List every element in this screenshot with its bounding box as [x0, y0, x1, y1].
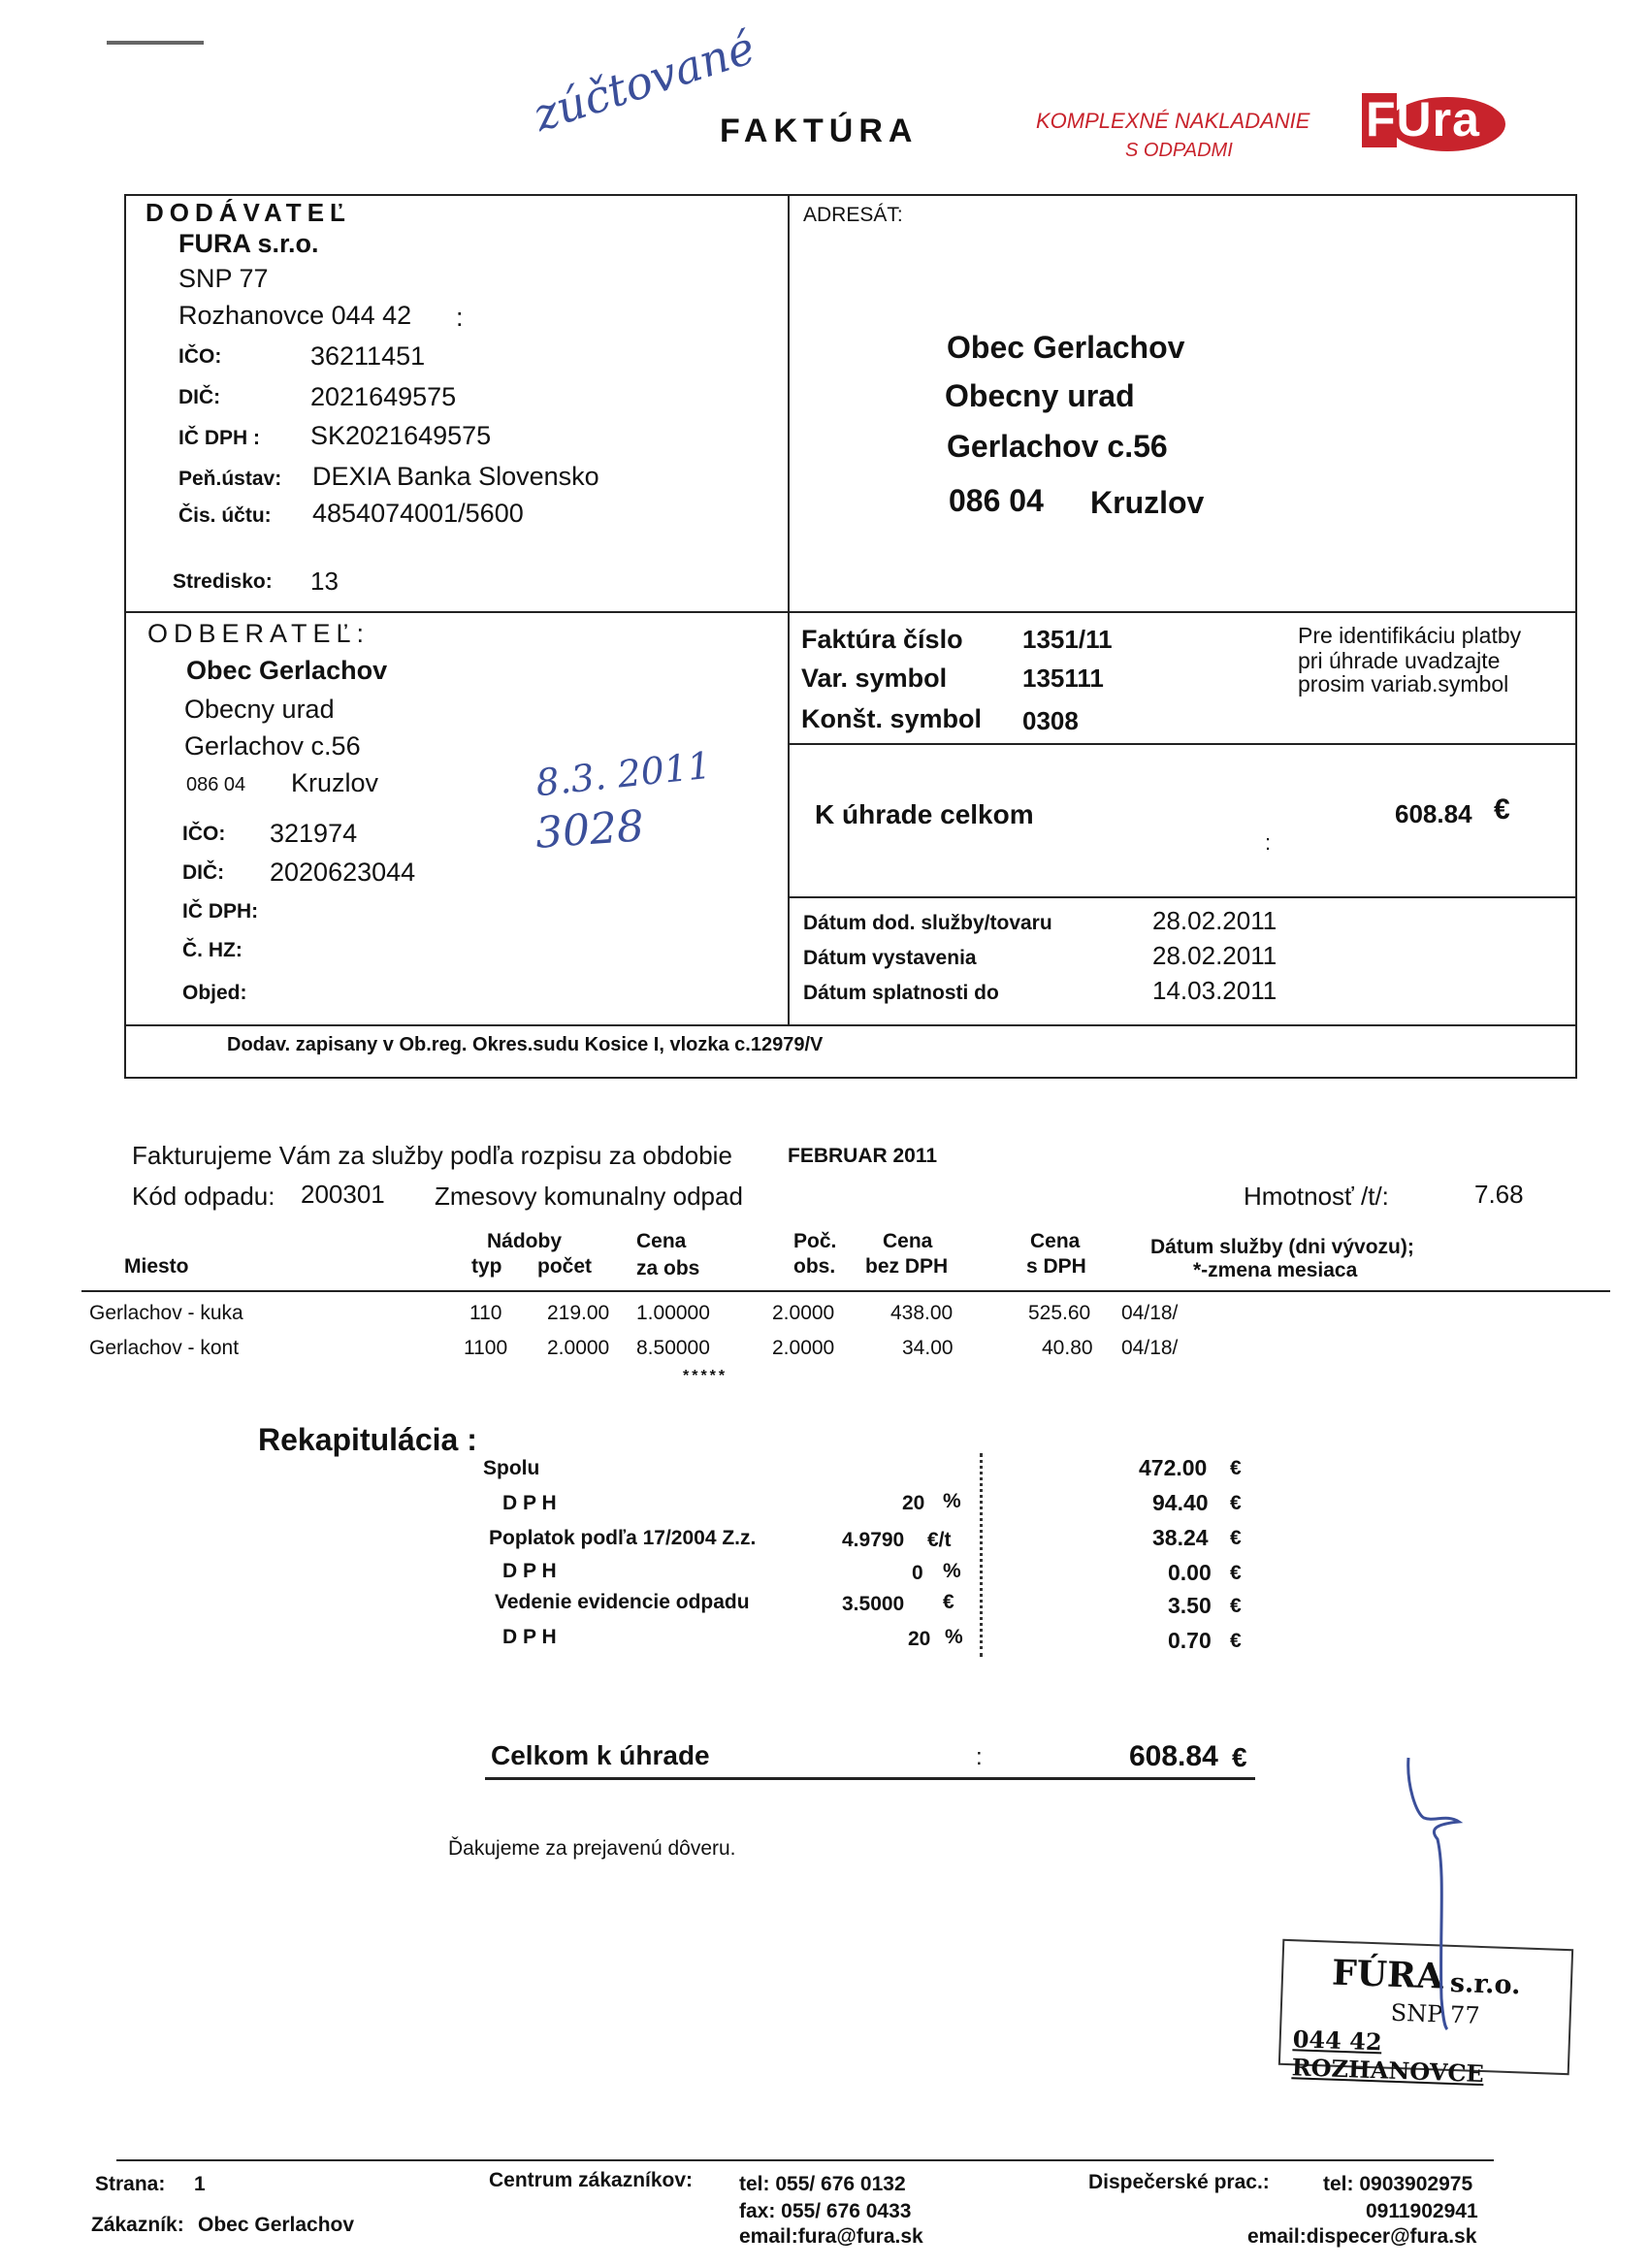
slogan-line1: KOMPLEXNÉ NAKLADANIE	[1036, 109, 1310, 133]
row-price: 1.00000	[636, 1302, 710, 1324]
summary-colon-column	[980, 1453, 988, 1657]
footer-page-label: Strana:	[95, 2173, 166, 2195]
invoice-number: 1351/11	[1022, 625, 1113, 654]
footer-customer-label: Zákazník:	[91, 2214, 184, 2236]
row-pcs: 2.0000	[772, 1337, 835, 1359]
company-logo	[1358, 85, 1513, 155]
handwritten-note: zúčtované	[527, 20, 761, 142]
row-date: 04/18/	[1121, 1337, 1179, 1359]
stamp-name: FÚRA	[1331, 1952, 1444, 1997]
col-date: Dátum služby (dni vývozu);	[1150, 1236, 1414, 1258]
row-nodph: 34.00	[902, 1337, 954, 1359]
col-type: typ	[471, 1255, 502, 1278]
row-count: 219.00	[547, 1302, 610, 1324]
waste-code: 200301	[301, 1180, 385, 1209]
payment-note-line3: prosim variab.symbol	[1298, 671, 1509, 697]
footer-fax: fax: 055/ 676 0433	[739, 2200, 912, 2222]
summary-unit-dph2: %	[943, 1560, 961, 1582]
summary-rate-dph2: 0	[912, 1562, 923, 1584]
payment-note-line2: pri úhrade uvadzajte	[1298, 648, 1501, 673]
summary-currency: €	[1230, 1595, 1242, 1617]
billing-intro: Fakturujeme Vám za služby podľa rozpisu za obdobie	[132, 1141, 732, 1170]
const-symbol-label: Konšt. symbol	[801, 704, 983, 733]
due-date: 14.03.2011	[1152, 976, 1277, 1005]
due-date-label: Dátum splatnosti do	[803, 982, 999, 1004]
grand-total-colon: :	[976, 1744, 983, 1770]
delivery-date: 28.02.2011	[1152, 906, 1277, 935]
supplier-city-colon: :	[456, 303, 464, 332]
customer-hz-label: Č. HZ:	[182, 939, 242, 961]
col-price-sub: za obs	[636, 1257, 700, 1280]
addressee-line1: Obec Gerlachov	[947, 330, 1185, 365]
supplier-street: SNP 77	[178, 264, 269, 293]
summary-value-fee: 38.24	[1152, 1525, 1209, 1550]
issue-date-label: Dátum vystavenia	[803, 947, 977, 969]
row-dph: 40.80	[1042, 1337, 1093, 1359]
col-count: počet	[537, 1255, 593, 1278]
customer-icdph-label: IČ DPH:	[182, 900, 259, 923]
summary-unit-dph1: %	[943, 1490, 961, 1512]
summary-rate-fee: 4.9790	[842, 1529, 905, 1551]
billing-period: FEBRUAR 2011	[788, 1145, 938, 1167]
summary-value-spolu: 472.00	[1139, 1455, 1208, 1480]
customer-zip: 086 04	[186, 774, 246, 795]
stamp-suffix: s.r.o.	[1449, 1967, 1522, 2001]
waste-code-label: Kód odpadu:	[132, 1182, 275, 1211]
summary-value-dph2: 0.00	[1168, 1560, 1212, 1585]
customer-city: Kruzlov	[291, 768, 379, 797]
row-place: Gerlachov - kont	[89, 1337, 240, 1359]
received-number: 3028	[534, 801, 646, 859]
row-dph: 525.60	[1028, 1302, 1091, 1324]
col-date-sub: *-zmena mesiaca	[1193, 1259, 1358, 1281]
var-symbol: 135111	[1022, 664, 1104, 693]
var-symbol-label: Var. symbol	[801, 664, 948, 693]
stamp-city: 044 42 ROZHANOVCE	[1291, 2025, 1485, 2089]
customer-dic: 2020623044	[270, 858, 416, 887]
row-type: 110	[469, 1302, 502, 1324]
total-due-label: K úhrade celkom	[815, 799, 1034, 829]
stamp-street: SNP 77	[1390, 1998, 1480, 2029]
column-divider	[788, 194, 790, 1024]
col-dph-sub: s DPH	[1026, 1255, 1086, 1278]
addressee-city: Kruzlov	[1090, 485, 1205, 520]
addressee-heading: ADRESÁT:	[803, 204, 903, 226]
customer-line3: Gerlachov c.56	[184, 731, 361, 761]
supplier-heading: DODÁVATEĽ	[146, 198, 351, 227]
row-nodph: 438.00	[890, 1302, 954, 1324]
thanks-note: Ďakujeme za prejavenú dôveru.	[448, 1837, 736, 1860]
supplier-account: 4854074001/5600	[312, 499, 524, 528]
footer-dispatch-tel1: tel: 0903902975	[1323, 2173, 1473, 2195]
summary-label-dph2: D P H	[502, 1560, 557, 1582]
supplier-dic-label: DIČ:	[178, 386, 221, 408]
footer-email: email:fura@fura.sk	[739, 2225, 923, 2248]
summary-unit-records: €	[943, 1591, 954, 1613]
col-nodph: Cena	[883, 1230, 933, 1252]
supplier-ico-label: IČO:	[178, 345, 222, 368]
summary-rate-dph1: 20	[902, 1492, 925, 1514]
summary-heading: Rekapitulácia :	[258, 1422, 477, 1457]
document-title: FAKTÚRA	[720, 113, 919, 149]
summary-label-records: Vedenie evidencie odpadu	[495, 1591, 750, 1613]
summary-label-spolu: Spolu	[483, 1457, 540, 1479]
registry-note: Dodav. zapisany v Ob.reg. Okres.sudu Kosice I, vlozka c.12979/V	[227, 1034, 824, 1055]
row-type: 1100	[464, 1337, 508, 1359]
summary-currency: €	[1230, 1527, 1242, 1549]
grand-total-rule	[485, 1777, 1255, 1780]
supplier-city: Rozhanovce 044 42	[178, 301, 412, 330]
supplier-ico: 36211451	[310, 341, 426, 371]
summary-currency: €	[1230, 1630, 1242, 1652]
summary-value-dph1: 94.40	[1152, 1490, 1209, 1515]
total-due-colon: :	[1265, 830, 1272, 855]
summary-label-dph3: D P H	[502, 1626, 557, 1648]
summary-currency: €	[1230, 1562, 1242, 1584]
summary-unit-fee: €/t	[927, 1529, 952, 1551]
customer-ico-label: IČO:	[182, 823, 226, 845]
row-divider-3	[788, 896, 1575, 898]
footer-page: 1	[194, 2173, 206, 2195]
col-place: Miesto	[124, 1255, 189, 1278]
customer-dic-label: DIČ:	[182, 861, 225, 884]
received-date: 8.3. 2011	[534, 743, 714, 805]
supplier-center-label: Stredisko:	[173, 570, 273, 593]
payment-note-line1: Pre identifikáciu platby	[1298, 623, 1522, 648]
addressee-line3: Gerlachov c.56	[947, 429, 1168, 464]
slogan-line2: S ODPADMI	[1125, 140, 1233, 161]
supplier-icdph-label: IČ DPH :	[178, 427, 260, 449]
total-due-value: 608.84	[1395, 799, 1472, 828]
summary-label-dph1: D P H	[502, 1492, 557, 1514]
customer-heading: ODBERATEĽ:	[147, 619, 371, 648]
col-pcs-sub: obs.	[793, 1255, 836, 1278]
issue-date: 28.02.2011	[1152, 941, 1277, 970]
addressee-zip: 086 04	[949, 483, 1044, 518]
footer-rule	[116, 2159, 1494, 2161]
grand-total-value: 608.84	[1129, 1740, 1218, 1772]
col-price: Cena	[636, 1230, 687, 1252]
col-pcs: Poč.	[793, 1230, 837, 1252]
footer-customer: Obec Gerlachov	[198, 2214, 355, 2236]
customer-ico: 321974	[270, 819, 358, 848]
grand-total-label: Celkom k úhrade	[491, 1740, 710, 1770]
footer-dispatch-label: Dispečerské prac.:	[1088, 2171, 1270, 2193]
invoice-number-label: Faktúra číslo	[801, 625, 963, 654]
footer-tel: tel: 055/ 676 0132	[739, 2173, 906, 2195]
row-pcs: 2.0000	[772, 1302, 835, 1324]
summary-rate-dph3: 20	[908, 1628, 931, 1650]
col-dph: Cena	[1030, 1230, 1081, 1252]
grand-total-currency: €	[1232, 1742, 1247, 1772]
customer-order-label: Objed:	[182, 982, 247, 1004]
supplier-icdph: SK2021649575	[310, 421, 492, 450]
summary-currency: €	[1230, 1492, 1242, 1514]
footer-dispatch-email: email:dispecer@fura.sk	[1247, 2225, 1477, 2248]
supplier-center: 13	[310, 567, 339, 596]
delivery-date-label: Dátum dod. služby/tovaru	[803, 912, 1052, 934]
customer-name: Obec Gerlachov	[186, 656, 388, 685]
signature-icon	[1370, 1746, 1505, 2037]
col-nodph-sub: bez DPH	[865, 1255, 949, 1278]
weight-value: 7.68	[1474, 1180, 1524, 1209]
scan-mark	[107, 41, 204, 45]
summary-value-dph3: 0.70	[1168, 1628, 1212, 1653]
total-due-currency: €	[1494, 794, 1510, 826]
row-divider-2	[788, 743, 1575, 745]
row-divider-4	[124, 1024, 1575, 1026]
addressee-line2: Obecny urad	[945, 378, 1135, 413]
footer-center-label: Centrum zákazníkov:	[489, 2169, 694, 2191]
summary-label-fee: Poplatok podľa 17/2004 Z.z.	[489, 1527, 757, 1549]
logo-text: FÚra	[1366, 92, 1480, 146]
supplier-bank: DEXIA Banka Slovensko	[312, 462, 599, 491]
supplier-dic: 2021649575	[310, 382, 457, 411]
row-count: 2.0000	[547, 1337, 610, 1359]
const-symbol: 0308	[1022, 706, 1079, 735]
waste-name: Zmesovy komunalny odpad	[435, 1182, 743, 1211]
col-bins: Nádoby	[487, 1230, 563, 1252]
summary-unit-dph3: %	[945, 1626, 963, 1648]
table-header-rule	[81, 1290, 1610, 1292]
weight-label: Hmotnosť /t/:	[1244, 1182, 1389, 1211]
summary-rate-records: 3.5000	[842, 1593, 905, 1615]
customer-line2: Obecny urad	[184, 695, 335, 724]
supplier-name: FURA s.r.o.	[178, 229, 319, 258]
row-date: 04/18/	[1121, 1302, 1179, 1324]
footer-dispatch-tel2: 0911902941	[1366, 2200, 1478, 2222]
supplier-account-label: Čis. účtu:	[178, 504, 272, 527]
row-price: 8.50000	[636, 1337, 710, 1359]
supplier-bank-label: Peň.ústav:	[178, 468, 282, 490]
summary-value-records: 3.50	[1168, 1593, 1212, 1618]
summary-currency: €	[1230, 1457, 1242, 1479]
row-place: Gerlachov - kuka	[89, 1302, 243, 1324]
row-divider-1	[124, 611, 1575, 613]
table-end-stars: *****	[683, 1368, 728, 1384]
